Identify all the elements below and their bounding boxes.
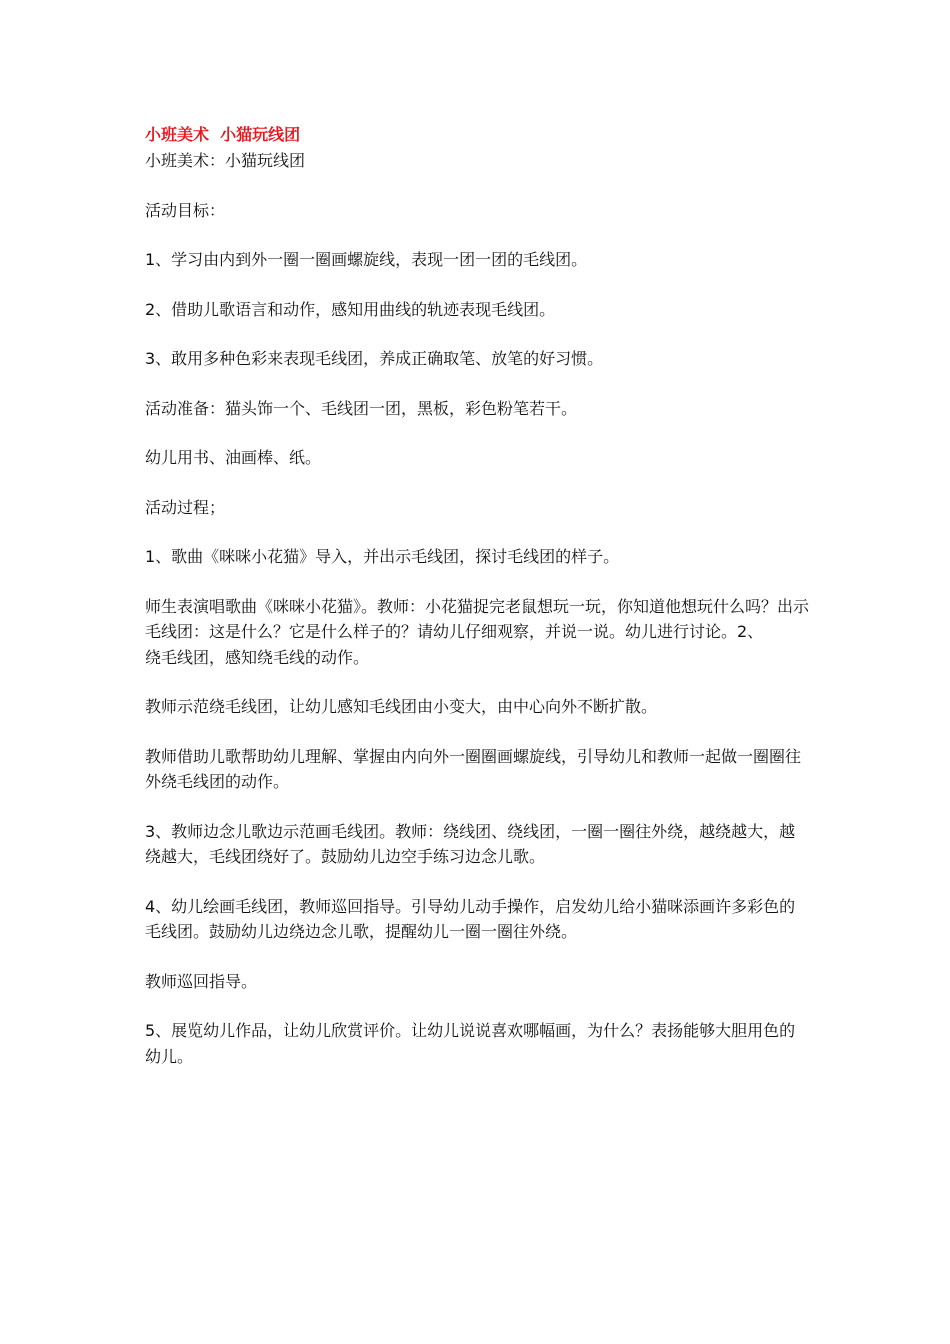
preparation-line-2: 幼儿用书、油画棒、纸。	[145, 448, 322, 467]
goals-heading: 活动目标：	[145, 200, 226, 220]
process-step-2-demo: 教师示范绕毛线团，让幼儿感知毛线团由小变大，由中心向外不断扩散。	[145, 697, 658, 716]
process-step-2-song: 教师借助儿歌帮助幼儿理解、掌握由内向外一圈圈画螺旋线，引导幼儿和教师一起做一圈圈往外绕毛线团的动作。	[145, 746, 802, 791]
process-step-1-detail	[145, 594, 810, 671]
process-step-5: 5、展览幼儿作品，让幼儿欣赏评价。让幼儿说说喜欢哪幅画，为什么？表扬能够大胆用色的幼儿。	[145, 1021, 796, 1066]
process-step-4: 4、幼儿绘画毛线团，教师巡回指导。引导幼儿动手操作，启发幼儿给小猫咪添画许多彩色的毛线团。鼓励幼儿边绕边念儿歌，提醒幼儿一圈一圈往外绕。	[145, 896, 796, 941]
process-step-3: 3、教师边念儿歌边示范画毛线团。教师：绕线团、绕线团，一圈一圈往外绕，越绕越大，越绕越大，毛线团绕好了。鼓励幼儿边空手练习边念儿歌。	[145, 821, 796, 866]
document-page	[145, 122, 810, 1093]
document-title: 小班美术 小猫玩线团	[145, 125, 301, 144]
process-step-4-note: 教师巡回指导。	[145, 971, 258, 991]
process-step-1-detail-text: 师生表演唱歌曲《咪咪小花猫》。教师：小花猫捉完老鼠想玩一玩，你知道他想玩什么吗？出示毛线团：这是什么？它是什么样子的？请幼儿仔细观察，并说一说。幼儿进行讨论。2、	[145, 596, 810, 641]
process-step-1: 1、歌曲《咪咪小花猫》导入，并出示毛线团，探讨毛线团的样子。	[145, 547, 620, 566]
goal-item-1: 1、学习由内到外一圈一圈画螺旋线，表现一团一团的毛线团。	[145, 250, 588, 269]
process-step-2-text: 绕毛线团，感知绕毛线的动作。	[145, 647, 370, 667]
preparation-line-1: 活动准备：猫头饰一个、毛线团一团，黑板，彩色粉笔若干。	[145, 398, 578, 418]
process-heading: 活动过程；	[145, 497, 226, 517]
goal-item-3: 3、敢用多种色彩来表现毛线团，养成正确取笔、放笔的好习惯。	[145, 349, 604, 368]
goal-item-2: 2、借助儿歌语言和动作，感知用曲线的轨迹表现毛线团。	[145, 299, 556, 319]
document-subtitle: 小班美术：小猫玩线团	[145, 151, 306, 170]
